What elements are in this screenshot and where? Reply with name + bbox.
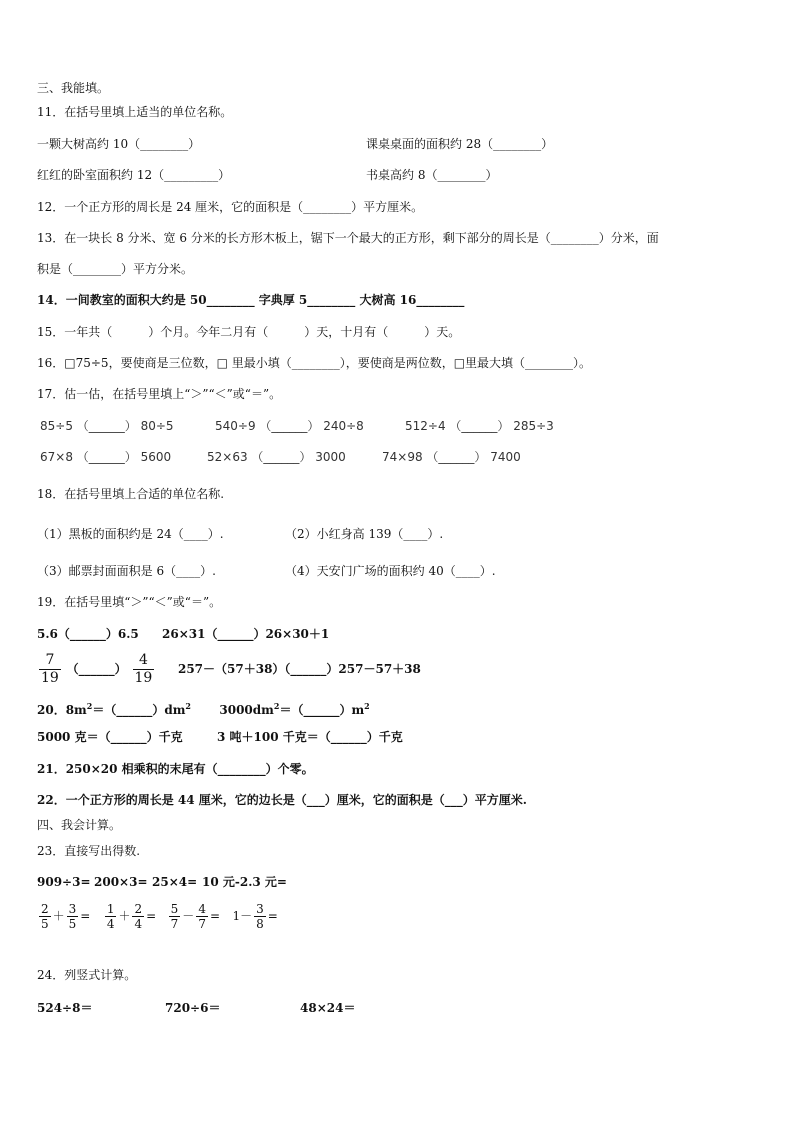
q11-item-tree-height: 一颗大树高约 10（________） bbox=[37, 137, 201, 151]
q18-part-2: （2）小红身高 139（____）. bbox=[285, 527, 444, 541]
q23-calc-4: 10 元-2.3 元= bbox=[202, 875, 287, 889]
q18-part-4: （4）天安门广场的面积约 40（____）. bbox=[285, 564, 496, 578]
q22-text: 22．一个正方形的周长是 44 厘米，它的边长是（___）厘米，它的面积是（___）平方厘米. bbox=[37, 793, 527, 807]
q14-text: 14．一间教室的面积大约是 50________ 字典厚 5________ 大树高 16________ bbox=[37, 293, 465, 307]
q20-grams: 5000 克＝（______）千克 bbox=[37, 730, 183, 744]
q24-row bbox=[37, 1000, 355, 1016]
q23-frac-expr-4: 1－ $\frac{3}{8}$ = bbox=[232, 902, 278, 931]
q17-stem: 17．估一估，在括号里填上“＞”“＜”或“＝”。 bbox=[37, 387, 282, 401]
q20-line1 bbox=[37, 698, 370, 718]
q17-expr-3: 512÷4 （______） 285÷3 bbox=[405, 419, 554, 433]
q23-calc-3: 25×4= bbox=[152, 875, 198, 889]
q20-area-dm2: $3000dm^2=(\_\_\_\_\_\_)m^2$ bbox=[219, 701, 370, 717]
q23-frac-expr-2: $\frac{1}{4}$ ＋ $\frac{2}{4}$ = bbox=[106, 902, 157, 931]
q16-text: 16．□75÷5，要使商是三位数，□ 里最小填（________），要使商是两位数，□里最大填（________）。 bbox=[37, 356, 592, 370]
q19-fraction-2: $\frac{4}{19}$ bbox=[134, 652, 153, 686]
q11-item-bedroom-area: 红红的卧室面积约 12（_________） bbox=[37, 168, 231, 182]
q17-expr-6: 74×98 （______） 7400 bbox=[382, 450, 521, 464]
q19-compare-products: 26×31（______）26×30＋1 bbox=[162, 627, 330, 641]
q19-compare-decimals: 5.6（______）6.5 bbox=[37, 627, 139, 641]
q11-item-desk-height: 书桌高约 8（________） bbox=[366, 168, 498, 182]
q15-text: 15．一年共（ ）个月。今年二月有（ ）天，十月有（ ）天。 bbox=[37, 325, 461, 339]
q24-calc-2: 720÷6＝ bbox=[165, 1001, 221, 1015]
q23-row1 bbox=[37, 874, 287, 890]
q20-line2 bbox=[37, 729, 403, 745]
q17-expr-2: 540÷9 （______） 240÷8 bbox=[215, 419, 364, 433]
q19-fraction-1: $\frac{7}{19}$ bbox=[41, 652, 59, 686]
q17-row2 bbox=[40, 449, 521, 465]
q23-calc-2: 200×3= bbox=[94, 875, 148, 889]
q19-row1 bbox=[37, 626, 329, 642]
q18-part-3: （3）邮票封面面积是 6（____）. bbox=[37, 564, 216, 578]
q23-row2 bbox=[37, 898, 278, 934]
q13-line2: 积是（________）平方分米。 bbox=[37, 262, 194, 276]
q24-calc-3: 48×24＝ bbox=[300, 1001, 356, 1015]
q23-frac-expr-3: $\frac{5}{7}$ － $\frac{4}{7}$ = bbox=[170, 902, 221, 931]
q19-blank: （______） bbox=[66, 662, 127, 676]
q19-row2 bbox=[37, 651, 421, 687]
q17-row1 bbox=[40, 418, 554, 434]
q12-text: 12．一个正方形的周长是 24 厘米，它的面积是（________）平方厘米。 bbox=[37, 200, 424, 214]
q17-expr-4: 67×8 （______） 5600 bbox=[40, 450, 172, 464]
q18-stem: 18．在括号里填上合适的单位名称. bbox=[37, 487, 225, 501]
q23-frac-expr-1: $\frac{2}{5}$ ＋ $\frac{3}{5}$ = bbox=[41, 902, 91, 931]
q24-calc-1: 524÷8＝ bbox=[37, 1001, 93, 1015]
q11-item-desk-area: 课桌桌面的面积约 28（________） bbox=[366, 137, 554, 151]
section-heading-fill: 三、我能填。 bbox=[37, 81, 110, 95]
q23-calc-1: 909÷3= bbox=[37, 875, 91, 889]
q19-stem: 19．在括号里填“＞”“＜”或“＝”。 bbox=[37, 595, 222, 609]
q11-stem: 11．在括号里填上适当的单位名称。 bbox=[37, 105, 233, 119]
q18-part-1: （1）黑板的面积约是 24（____）. bbox=[37, 527, 224, 541]
q20-area-m2: 20．$8m^2=(\_\_\_\_\_\_)dm^2$ bbox=[37, 701, 191, 717]
q19-compare-expressions: 257－（57＋38）（______）257－57＋38 bbox=[177, 662, 421, 676]
section-heading-calc: 四、我会计算。 bbox=[37, 818, 122, 832]
q24-stem: 24．列竖式计算。 bbox=[37, 968, 137, 982]
q17-expr-1: 85÷5 （______） 80÷5 bbox=[40, 419, 174, 433]
q21-text: 21．250×20 相乘积的末尾有（________）个零。 bbox=[37, 762, 314, 776]
q20-tons: 3 吨＋100 千克＝（______）千克 bbox=[217, 730, 403, 744]
q13-line1: 13．在一块长 8 分米、宽 6 分米的长方形木板上，锯下一个最大的正方形，剩下部分的周长是（________）分米，面 bbox=[37, 231, 659, 245]
q17-expr-5: 52×63 （______） 3000 bbox=[207, 450, 346, 464]
q23-stem: 23．直接写出得数. bbox=[37, 844, 141, 858]
